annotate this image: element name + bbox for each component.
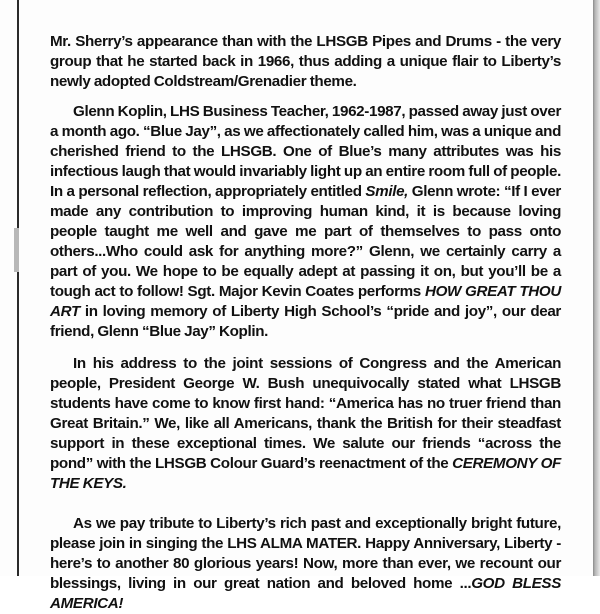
paragraph-pipes-and-drums (50, 32, 561, 92)
paragraph-text: Glenn wrote: “If I ever made any contribution to improving human kind, it is because loving people taught me well and gave me part of themselves to pass onto others...Who could ask for anything more?” Glenn, we certainly carry a part of you. We hope to be equally adept at passing it on, but you’ll be a tough act to follow! Sgt. Major Kevin Coates performs (50, 183, 561, 300)
paragraph-text: In his address to the joint sessions of Congress and the American people, President George W. Bush unequivocally stated what LHSGB students have come to know first hand: “America has no truer friend than Great Britain.” We, like all Americans, thank the British for their steadfast support in these exceptional times. We salute our friends “across the pond” with the LHSGB Colour Guard’s reenactment of the (50, 355, 561, 472)
left-page-rule (17, 0, 19, 576)
title-smile: Smile, (365, 183, 409, 200)
paragraph-text: in loving memory of Liberty High School’s “pride and joy”, our dear friend, Glenn “Blue Jay” Koplin. (50, 303, 561, 340)
paragraph-text: Glenn Koplin, LHS Business Teacher, 1962-1987, passed away just over a month ago. “Blue Jay”, as we affectionately called him, was a unique and cherished friend to the LHSGB. One of Blue’s many attributes was his infectious laugh that would invariably light up an entire room full of people. In a personal reflection, appropriately entitled (50, 103, 561, 200)
title-how-great-thou-art: HOW GREAT THOU ART (50, 283, 561, 320)
right-page-edge (593, 0, 600, 576)
title-ceremony-of-the-keys: CEREMONY OF THE KEYS. (50, 455, 561, 492)
document-page (50, 32, 561, 614)
paragraph-bush-address (50, 354, 561, 494)
page-crease (14, 228, 19, 272)
paragraph-alma-mater (50, 514, 561, 614)
paragraph-text: Mr. Sherry’s appearance than with the LHSGB Pipes and Drums - the very group that he started back in 1966, thus adding a unique flair to Liberty’s newly adopted Coldstream/Grenadier theme. (50, 33, 561, 90)
paragraph-text: As we pay tribute to Liberty’s rich past and exceptionally bright future, please join in singing the LHS ALMA MATER. Happy Anniversary, Liberty - here’s to another 80 glorious years! Now, more than ever, we recount our blessings, living in our great nation and beloved home ... (50, 515, 561, 592)
title-god-bless-america: GOD BLESS AMERICA! (50, 575, 561, 612)
paragraph-glenn-koplin (50, 102, 561, 342)
